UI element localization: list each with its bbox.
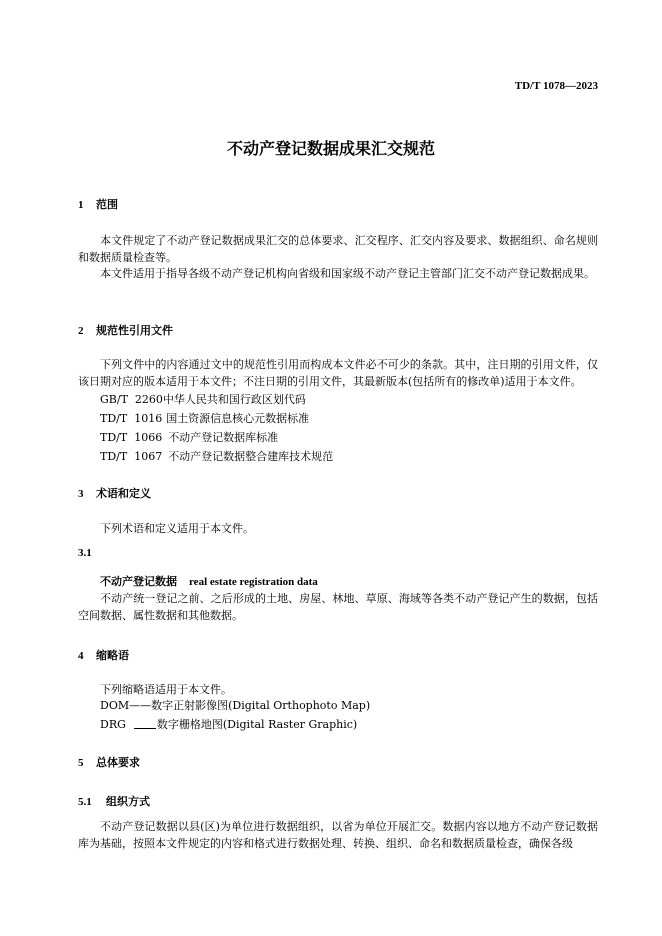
reference-name: 国土资源信息核心元数据标准 (166, 412, 310, 425)
section-title: 缩略语 (96, 649, 129, 662)
section-2-paragraph-1: 下列文件中的内容通过文中的规范性引用而构成本文件必不可少的条款。其中，注日期的引用文件，仅该日期对应的版本适用于本文件；不注日期的引用文件，其最新版本(包括所有的修改单)适用于本文件。 (78, 358, 598, 388)
subsection-number: 3.1 (78, 547, 92, 559)
subsection-number: 5.1 (78, 796, 92, 808)
section-number: 1 (78, 199, 84, 211)
subsection-5-1-heading (78, 793, 150, 809)
reference-name: 不动产登记数据库标准 (168, 431, 279, 444)
abbreviation-drg (100, 716, 357, 732)
subsection-3-1-number (78, 546, 92, 559)
subsection-title: 组织方式 (106, 795, 150, 808)
section-title: 总体要求 (96, 756, 140, 769)
reference-code: TD/T 1016 (100, 412, 163, 425)
reference-item (100, 429, 278, 445)
reference-name: 不动产登记数据整合建库技术规范 (168, 450, 334, 463)
section-number: 2 (78, 325, 84, 337)
abbreviation-dom: DOM——数字正射影像图(Digital Orthophoto Map) (100, 699, 371, 712)
term-english: real estate registration data (189, 576, 318, 588)
reference-code: TD/T 1067 (100, 450, 163, 463)
term-entry (100, 573, 318, 589)
reference-code: GB/T 2260 (100, 393, 163, 406)
term-definition: 不动产统一登记之前、之后形成的土地、房屋、林地、草原、海域等各类不动产登记产生的数据，包括空间数据、属性数据和其他数据。 (78, 592, 598, 622)
section-4-heading (78, 647, 129, 663)
reference-item (100, 391, 306, 407)
section-1-paragraph-2: 本文件适用于指导各级不动产登记机构向省级和国家级不动产登记主管部门汇交不动产登记数据成果。 (100, 267, 595, 280)
abbreviation-text: 数字栅格地图(Digital Raster Graphic) (156, 718, 358, 731)
section-4-paragraph-1: 下列缩略语适用于本文件。 (100, 683, 232, 696)
section-2-heading (78, 322, 173, 338)
dash-line (134, 722, 156, 729)
section-number: 4 (78, 650, 84, 662)
abbreviation-code: DRG (100, 718, 126, 731)
section-1-heading (78, 196, 118, 212)
section-title: 范围 (96, 198, 118, 211)
standard-code: TD/T 1078—2023 (514, 80, 598, 92)
section-number: 5 (78, 757, 84, 769)
section-title: 规范性引用文件 (96, 324, 173, 337)
section-1-paragraph-1: 本文件规定了不动产登记数据成果汇交的总体要求、汇交程序、汇交内容及要求、数据组织、命名规则和数据质量检查等。 (78, 234, 598, 264)
reference-item (100, 448, 333, 464)
reference-item (100, 410, 309, 426)
document-title: 不动产登记数据成果汇交规范 (226, 139, 435, 158)
reference-name: 中华人民共和国行政区划代码 (162, 393, 306, 406)
section-title: 术语和定义 (96, 487, 151, 500)
section-3-paragraph-1: 下列术语和定义适用于本文件。 (100, 522, 254, 535)
subsection-5-1-paragraph-1: 不动产登记数据以县(区)为单位进行数据组织，以省为单位开展汇交。数据内容以地方不动产登记数据库为基础，按照本文件规定的内容和格式进行数据处理、转换、组织、命名和数据质量检查，确保各级 (78, 820, 598, 850)
reference-code: TD/T 1066 (100, 431, 163, 444)
section-number: 3 (78, 488, 84, 500)
section-5-heading (78, 754, 140, 770)
section-3-heading (78, 485, 151, 501)
term-chinese: 不动产登记数据 (100, 575, 177, 588)
